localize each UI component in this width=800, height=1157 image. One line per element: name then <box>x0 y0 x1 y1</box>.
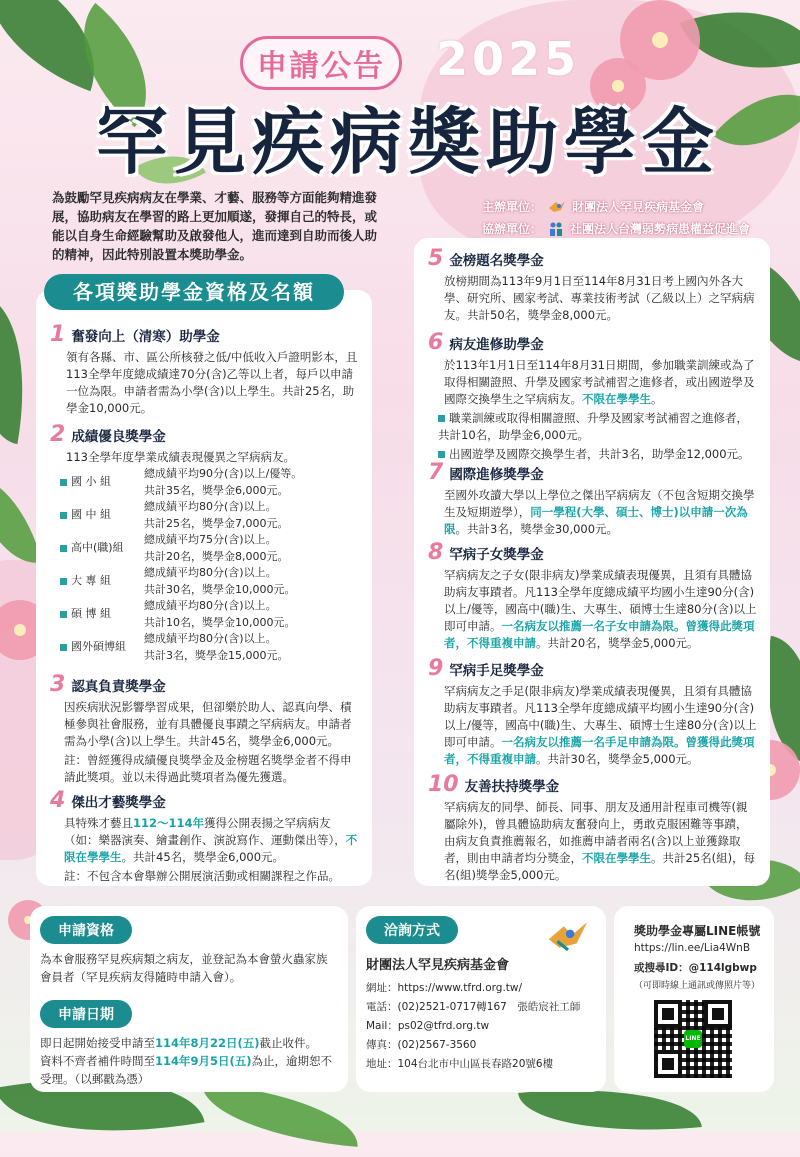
award-title: 成績優良獎學金 <box>71 429 166 445</box>
leaf-decoration <box>198 1083 362 1147</box>
contact-address: 地址：104台北市中山區長春路20號6樓 <box>366 1058 554 1070</box>
intro-text: 為鼓勵罕見疾病病友在學業、才藝、服務等方面能夠精進發展，協助病友在學習的路上更加順遂，發揮自己的特長，或能以自身生命經驗幫助及啟發他人，進而達到自助而後人助的精神，因此特別設置本獎助學金。 <box>52 190 378 262</box>
table-row <box>56 631 306 648</box>
line-card <box>614 906 774 1092</box>
text-part: 。共計30名，獎學金5,000元。 <box>536 752 699 766</box>
contact-card <box>356 906 606 1092</box>
text-part: 罕病病友之子女(限非病友)學業成績表現優異，且須有具體協助病友事蹟者。凡113全學年度總成績平均國小生達90分(含)以上/優等，國高中(職)生、大專生、碩博士生達80分(含)以上即可申請。 <box>444 568 757 633</box>
award-item-8 <box>428 540 758 652</box>
deadline-date: 114年9月5日(五) <box>155 1054 252 1068</box>
award-number: 3 <box>50 672 66 697</box>
award-item-1 <box>50 322 362 417</box>
award-title: 罕病手足獎學金 <box>449 663 544 679</box>
deadline-date: 114年8月22日(五) <box>155 1036 260 1050</box>
award-item-4 <box>50 788 362 885</box>
award-number: 5 <box>428 246 444 271</box>
award-title: 友善扶持獎學金 <box>464 779 560 795</box>
award-text <box>428 799 758 884</box>
qr-finder <box>704 1000 732 1028</box>
highlight-text: 一名病友以推薦一名子女申請為限。曾獲得此獎項者，不得重複申請 <box>444 619 755 650</box>
group-cond: 總成績平均90分(含)以上/優等。 <box>144 467 303 480</box>
text-part: 。共計3名，獎學金30,000元。 <box>455 522 619 536</box>
award-number: 9 <box>428 656 444 681</box>
text-part: 。共計45名，獎學金6,000元。 <box>121 850 285 864</box>
foundation-logo-icon <box>546 920 590 952</box>
group-name-cell <box>56 532 140 565</box>
group-quota: 共計3名，獎學金15,000元。 <box>144 648 289 662</box>
contact-title: 洽詢方式 <box>366 916 458 944</box>
group-name: 碩 博 組 <box>71 607 111 621</box>
group-quota: 共計25名，獎學金7,000元。 <box>144 516 289 530</box>
group-quota: 共計20名，獎學金8,000元。 <box>144 549 289 563</box>
qr-finder <box>654 1050 682 1078</box>
contact-phone[interactable]: 電話：(02)2521-0717轉167 張皓宸社工師 <box>366 1001 581 1013</box>
award-heading <box>428 460 758 485</box>
co-row <box>482 218 750 240</box>
award-heading <box>50 422 362 447</box>
contact-website[interactable]: 網址：https://www.tfrd.org.tw/ <box>366 982 523 994</box>
group-quota: 共計10名，獎學金10,000元。 <box>144 615 296 629</box>
text-part: 於113年1月1日至114年8月31日期間，參加職業訓練或為了取得相關證照、升學及國家考試補習之進修者，或出國遊學及國際交換學生之罕病病友。 <box>444 358 755 406</box>
dates-title: 申請日期 <box>40 1000 132 1028</box>
award-title: 認真負責獎學金 <box>71 679 166 695</box>
award-number: 2 <box>50 422 66 447</box>
group-name-cell <box>56 499 140 532</box>
co-label: 協辦單位： <box>482 222 543 236</box>
award-text <box>428 487 758 538</box>
co-name: 社團法人台灣弱勢病患權益促進會 <box>570 222 751 236</box>
foundation-logo-icon <box>548 200 566 214</box>
group-name-cell <box>56 466 140 499</box>
group-name: 國 中 組 <box>71 508 111 522</box>
dates-text-2 <box>40 1052 336 1088</box>
highlight-text: 112～114年 <box>133 816 205 830</box>
text-part: 獲得公開表揚之罕病病友（如：樂器演奏、繪畫創作、演說寫作、運動傑出等）， <box>64 816 346 847</box>
host-label: 主辦單位： <box>482 200 543 214</box>
highlight-text: 一名病友以推薦一名手足申請為限。曾獲得此獎項者，不得重複申請 <box>444 735 755 766</box>
highlight-text: 不限在學學生 <box>582 851 651 865</box>
award-heading <box>428 772 758 797</box>
section-title: 各項獎助學金資格及名額 <box>44 274 344 310</box>
line-title: 獎助學金專屬LINE帳號 <box>634 924 761 938</box>
group-name: 國 小 組 <box>71 475 111 489</box>
group-name: 國外碩博組 <box>71 640 126 654</box>
award-title: 國際進修獎學金 <box>449 467 544 483</box>
grade-groups-table <box>56 466 306 664</box>
table-row <box>56 598 306 615</box>
sponsors <box>482 196 750 240</box>
apply-info-card <box>30 906 348 1092</box>
award-number: 1 <box>50 322 66 347</box>
text-part: 罕病病友之手足(限非病友)學業成績表現優異，且須有具體協助病友事蹟者。凡113全學年度總成績平均國小生達90分(含)以上/優等，國高中(職)生、大專生、碩博士生達80分(含)以上即可申請。 <box>444 684 757 749</box>
table-row <box>56 565 306 582</box>
year-label: 2025 <box>436 32 581 86</box>
text-part: 。共計20名，獎學金5,000元。 <box>536 636 699 650</box>
award-item-3 <box>50 672 362 786</box>
line-note: （可即時線上通訊或傳照片等） <box>634 981 761 991</box>
group-name: 大 專 組 <box>71 574 111 588</box>
award-heading <box>50 322 362 347</box>
highlight-text: 不限在學學生 <box>582 392 651 406</box>
award-item-10 <box>428 772 758 884</box>
contact-fax: 傳真：(02)2567-3560 <box>366 1039 477 1051</box>
text-part: 罕病病友的同學、師長、同事、朋友及通用計程車司機等(親屬除外)，曾具體協助病友奮發向上，勇敢克服困難等事蹟，由病友負責推薦報名，如推薦申請者兩名(含)以上並獲錄取者，則由申請者均分獎金， <box>444 800 748 865</box>
award-item-5 <box>428 246 758 324</box>
award-subitem <box>428 410 758 444</box>
award-item-7 <box>428 460 758 538</box>
award-title: 金榜題名獎學金 <box>449 253 544 269</box>
group-quota: 共計30名，獎學金10,000元。 <box>144 582 296 596</box>
table-row <box>56 466 306 483</box>
contact-org: 財團法人罕見疾病基金會 <box>366 958 510 973</box>
award-heading <box>428 540 758 565</box>
award-number: 7 <box>428 460 444 485</box>
group-cond: 總成績平均80分(含)以上。 <box>144 566 277 579</box>
host-name: 財團法人罕見疾病基金會 <box>572 200 705 214</box>
text-part: 至國外攻讀大學以上學位之傑出罕病病友（不包含短期交換學生及短期遊學）， <box>444 488 755 519</box>
award-heading <box>50 788 362 813</box>
award-title: 傑出才藝獎學金 <box>71 795 166 811</box>
highlight-text: 同一學程(大學、碩士、博士)以申請一次為限 <box>444 505 748 536</box>
award-number: 8 <box>428 540 444 565</box>
highlight-text: 不限在學學生 <box>64 833 358 864</box>
text-part: 資料不齊者補件時間至 <box>40 1054 155 1068</box>
subitem-text: 出國遊學及國際交換學生者，共計3名，助學金12,000元。 <box>449 447 750 461</box>
award-text: 放榜期間為113年9月1日至114年8月31日考上國內外各大學、研究所、國家考試、專業技術考試（乙級以上）之罕病病友。共計50名，獎學金8,000元。 <box>444 274 755 322</box>
award-text <box>50 815 362 866</box>
table-row <box>56 532 306 549</box>
award-note: 註：不包含本會舉辦公開展演活動或相關課程之作品。 <box>64 869 340 883</box>
contact-email[interactable]: Mail：ps02@tfrd.org.tw <box>366 1020 490 1032</box>
group-quota: 共計35名，獎學金6,000元。 <box>144 483 289 497</box>
group-cond: 總成績平均80分(含)以上。 <box>144 632 277 645</box>
page-title: 罕見疾病獎助學金 <box>96 100 721 184</box>
eligibility-title: 申請資格 <box>40 916 132 944</box>
group-cond: 總成績平均80分(含)以上。 <box>144 599 277 612</box>
eligibility-text: 為本會服務罕見疾病類之病友，並登記為本會螢火蟲家族會員者（罕見疾病友得隨時申請入會）。 <box>40 952 328 984</box>
line-url[interactable]: https://lin.ee/Lia4WnB <box>634 942 751 954</box>
group-name-cell <box>56 631 140 664</box>
announcement-badge: 申請公告 <box>240 36 402 90</box>
award-title: 病友進修助學金 <box>449 337 544 353</box>
qr-code[interactable] <box>654 1000 732 1078</box>
award-heading <box>428 656 758 681</box>
award-number: 6 <box>428 330 444 355</box>
award-heading <box>428 330 758 355</box>
group-cond: 總成績平均75分(含)以上。 <box>144 533 277 546</box>
group-cond: 總成績平均80分(含)以上。 <box>144 500 277 513</box>
subitem-text: 職業訓練或取得相關證照、升學及國家考試補習之進修者，共計10名，助學金6,000元。 <box>438 411 748 442</box>
group-name-cell <box>56 598 140 631</box>
line-search-id: 或搜尋ID：@114lgbwp <box>634 962 757 974</box>
award-text: 113全學年度學業成績表現優異之罕病病友。 <box>66 450 295 464</box>
qr-finder <box>654 1000 682 1028</box>
award-text: 領有各縣、市、區公所核發之低/中低收入戶證明影本，且113全學年度總成績達70分(含)乙等以上者，每戶以申請一位為限。申請者需為小學(含)以上學生。共計25名，助學金10,000元。 <box>66 350 358 415</box>
award-heading <box>50 672 362 697</box>
host-row <box>482 196 750 218</box>
dates-text-1 <box>40 1034 336 1052</box>
table-row <box>56 499 306 516</box>
award-item-9 <box>428 656 758 768</box>
award-number: 10 <box>428 772 459 797</box>
group-name-cell <box>56 565 140 598</box>
dates-block <box>40 1000 336 1088</box>
text-part: 截止收件。 <box>259 1036 318 1050</box>
award-note: 註：曾經獲得成績優良獎學金及金榜題名獎學金者不得申請此獎項。並以未得過此獎項者為優先獲選。 <box>64 753 352 784</box>
award-item-2 <box>50 422 362 664</box>
award-number: 4 <box>50 788 66 813</box>
award-text <box>428 683 758 768</box>
group-name: 高中(職)組 <box>71 541 124 555</box>
text-part: 即日起開始接受申請至 <box>40 1036 155 1050</box>
text-part: 具特殊才藝且 <box>64 816 133 830</box>
award-text <box>428 357 758 408</box>
line-logo-icon: LINE <box>684 1030 702 1048</box>
award-title: 奮發向上（清寒）助學金 <box>71 329 220 345</box>
eligibility-block <box>40 916 336 986</box>
award-item-6 <box>428 330 758 463</box>
award-text <box>428 567 758 652</box>
award-title: 罕病子女獎學金 <box>449 547 544 563</box>
text-part: 為止，逾期恕不受理。（以郵戳為憑） <box>40 1054 333 1086</box>
award-text: 因疾病狀況影響學習成果，但卻樂於助人、認真向學、積極參與社會服務，並有具體優良事蹟之罕病病友。申請者需為小學(含)以上學生。共計45名，獎學金6,000元。 <box>64 700 352 748</box>
award-heading <box>428 246 758 271</box>
text-part: 。 <box>651 392 663 406</box>
association-logo-icon <box>548 221 564 237</box>
text-part: 。共計25名(組)，每名(組)獎學金5,000元。 <box>444 851 756 882</box>
